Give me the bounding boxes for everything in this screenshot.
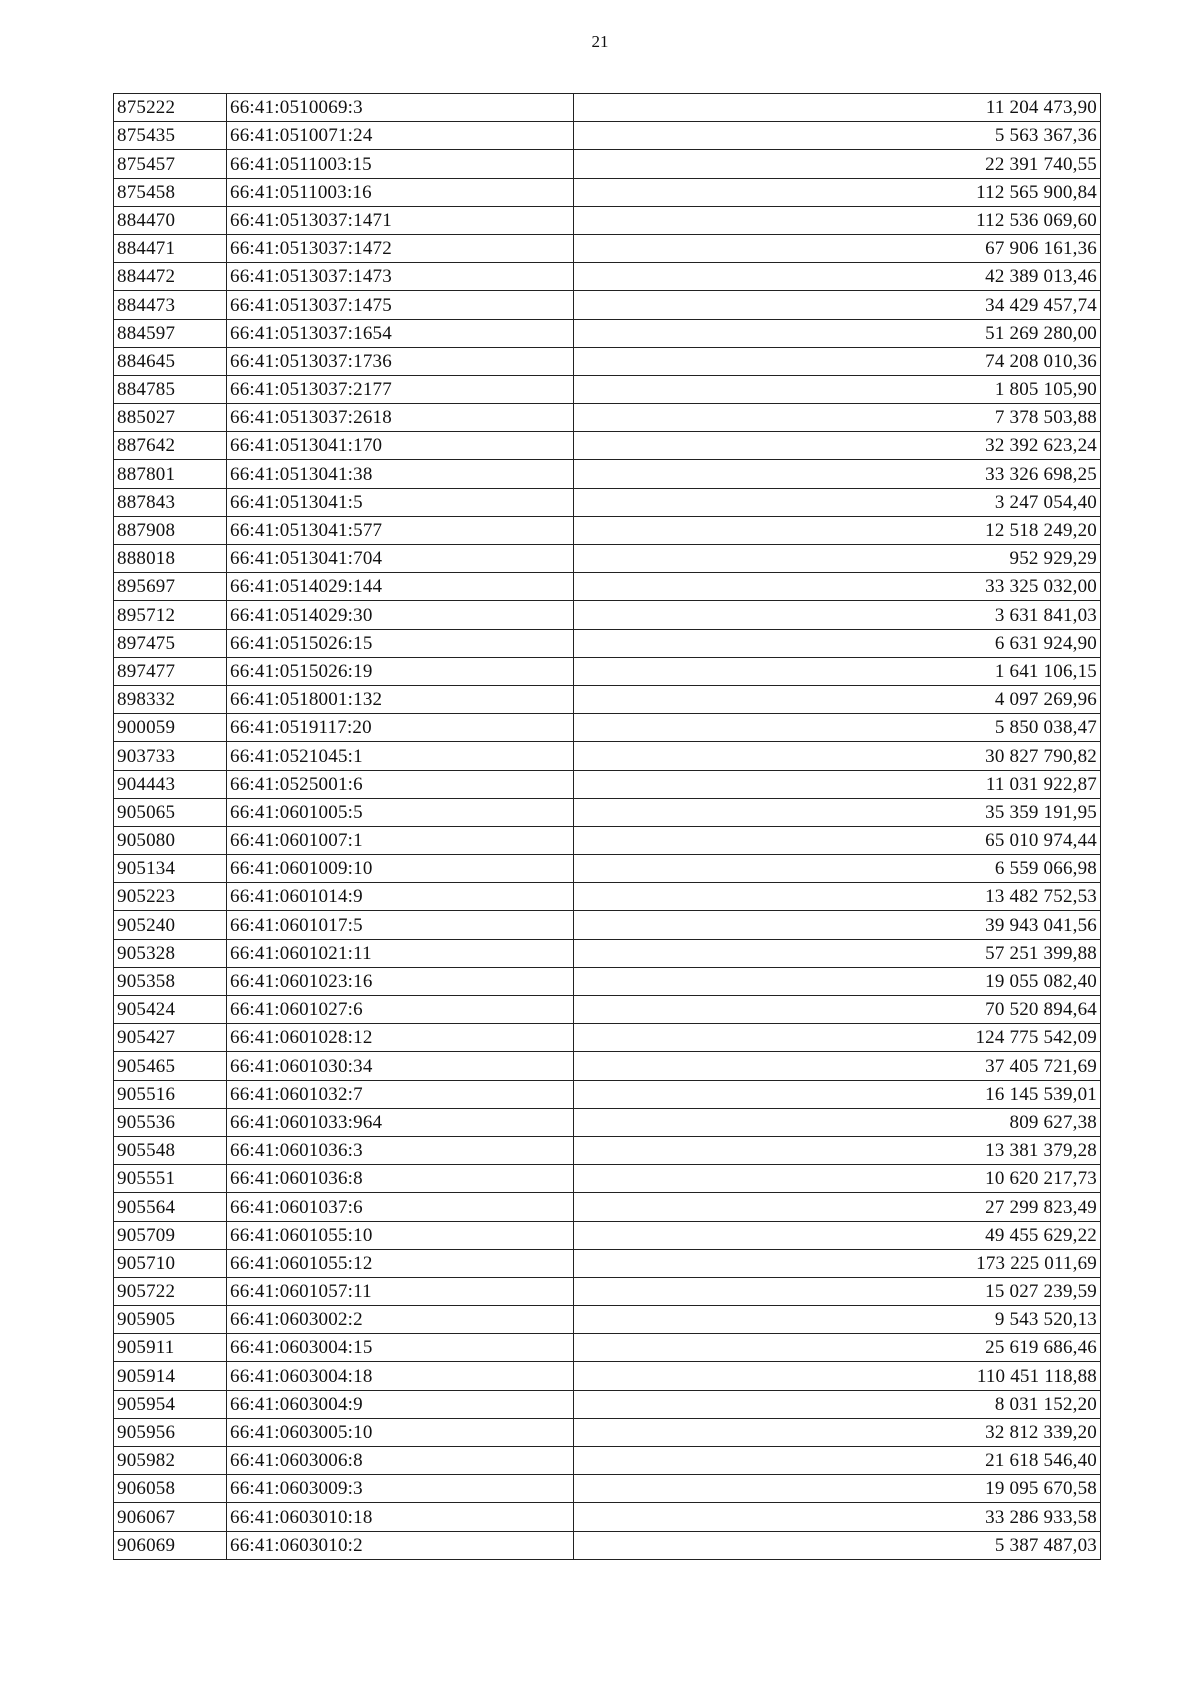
row-id-cell: 900059 bbox=[114, 714, 227, 742]
cadastral-value-cell: 74 208 010,36 bbox=[574, 347, 1101, 375]
table-row bbox=[114, 1052, 1101, 1080]
cadastral-number-cell: 66:41:0513037:1736 bbox=[227, 347, 574, 375]
table-row bbox=[114, 263, 1101, 291]
page-number: 21 bbox=[591, 32, 609, 51]
row-id-cell: 905956 bbox=[114, 1418, 227, 1446]
cadastral-number-cell: 66:41:0513037:2618 bbox=[227, 404, 574, 432]
row-id-cell: 897475 bbox=[114, 629, 227, 657]
table-row bbox=[114, 996, 1101, 1024]
table-row bbox=[114, 939, 1101, 967]
cadastral-value-cell: 57 251 399,88 bbox=[574, 939, 1101, 967]
table-row bbox=[114, 488, 1101, 516]
row-id-cell: 906058 bbox=[114, 1475, 227, 1503]
row-id-cell: 905080 bbox=[114, 826, 227, 854]
cadastral-value-cell: 112 536 069,60 bbox=[574, 206, 1101, 234]
row-id-cell: 905551 bbox=[114, 1165, 227, 1193]
table-row bbox=[114, 545, 1101, 573]
cadastral-number-cell: 66:41:0515026:15 bbox=[227, 629, 574, 657]
table-row bbox=[114, 911, 1101, 939]
cadastral-value-table bbox=[113, 93, 1101, 1560]
cadastral-value-cell: 67 906 161,36 bbox=[574, 234, 1101, 262]
cadastral-value-cell: 13 482 752,53 bbox=[574, 883, 1101, 911]
cadastral-number-cell: 66:41:0511003:16 bbox=[227, 178, 574, 206]
cadastral-number-cell: 66:41:0603005:10 bbox=[227, 1418, 574, 1446]
row-id-cell: 905914 bbox=[114, 1362, 227, 1390]
row-id-cell: 875435 bbox=[114, 122, 227, 150]
table-row bbox=[114, 432, 1101, 460]
cadastral-value-cell: 11 031 922,87 bbox=[574, 770, 1101, 798]
table-row bbox=[114, 1024, 1101, 1052]
cadastral-number-cell: 66:41:0513041:704 bbox=[227, 545, 574, 573]
cadastral-number-cell: 66:41:0601005:5 bbox=[227, 798, 574, 826]
cadastral-value-cell: 3 247 054,40 bbox=[574, 488, 1101, 516]
cadastral-value-cell: 70 520 894,64 bbox=[574, 996, 1101, 1024]
cadastral-value-cell: 16 145 539,01 bbox=[574, 1080, 1101, 1108]
table-row bbox=[114, 460, 1101, 488]
table-row bbox=[114, 1334, 1101, 1362]
table-row bbox=[114, 1165, 1101, 1193]
table-row bbox=[114, 150, 1101, 178]
cadastral-value-cell: 112 565 900,84 bbox=[574, 178, 1101, 206]
table-body bbox=[114, 94, 1101, 1560]
cadastral-number-cell: 66:41:0513037:2177 bbox=[227, 375, 574, 403]
row-id-cell: 905548 bbox=[114, 1136, 227, 1164]
cadastral-number-cell: 66:41:0513037:1472 bbox=[227, 234, 574, 262]
row-id-cell: 884470 bbox=[114, 206, 227, 234]
table-row bbox=[114, 1080, 1101, 1108]
row-id-cell: 905358 bbox=[114, 967, 227, 995]
cadastral-number-cell: 66:41:0513041:170 bbox=[227, 432, 574, 460]
row-id-cell: 875458 bbox=[114, 178, 227, 206]
cadastral-value-cell: 49 455 629,22 bbox=[574, 1221, 1101, 1249]
cadastral-value-cell: 21 618 546,40 bbox=[574, 1447, 1101, 1475]
table-row bbox=[114, 1249, 1101, 1277]
row-id-cell: 905134 bbox=[114, 855, 227, 883]
row-id-cell: 905424 bbox=[114, 996, 227, 1024]
cadastral-value-cell: 8 031 152,20 bbox=[574, 1390, 1101, 1418]
table-row bbox=[114, 1306, 1101, 1334]
cadastral-value-cell: 1 805 105,90 bbox=[574, 375, 1101, 403]
row-id-cell: 905465 bbox=[114, 1052, 227, 1080]
cadastral-value-cell: 65 010 974,44 bbox=[574, 826, 1101, 854]
cadastral-value-cell: 51 269 280,00 bbox=[574, 319, 1101, 347]
cadastral-number-cell: 66:41:0603002:2 bbox=[227, 1306, 574, 1334]
cadastral-number-cell: 66:41:0601055:10 bbox=[227, 1221, 574, 1249]
cadastral-value-cell: 42 389 013,46 bbox=[574, 263, 1101, 291]
table-row bbox=[114, 826, 1101, 854]
row-id-cell: 887843 bbox=[114, 488, 227, 516]
cadastral-number-cell: 66:41:0521045:1 bbox=[227, 742, 574, 770]
row-id-cell: 905564 bbox=[114, 1193, 227, 1221]
cadastral-value-cell: 33 325 032,00 bbox=[574, 573, 1101, 601]
table-row bbox=[114, 1108, 1101, 1136]
row-id-cell: 887908 bbox=[114, 516, 227, 544]
cadastral-value-cell: 110 451 118,88 bbox=[574, 1362, 1101, 1390]
cadastral-number-cell: 66:41:0601057:11 bbox=[227, 1277, 574, 1305]
cadastral-number-cell: 66:41:0601014:9 bbox=[227, 883, 574, 911]
table-row bbox=[114, 1447, 1101, 1475]
cadastral-value-cell: 952 929,29 bbox=[574, 545, 1101, 573]
row-id-cell: 905240 bbox=[114, 911, 227, 939]
table-row bbox=[114, 770, 1101, 798]
cadastral-number-cell: 66:41:0601037:6 bbox=[227, 1193, 574, 1221]
table-row bbox=[114, 319, 1101, 347]
table-row bbox=[114, 573, 1101, 601]
table-row bbox=[114, 375, 1101, 403]
row-id-cell: 884645 bbox=[114, 347, 227, 375]
cadastral-value-cell: 33 286 933,58 bbox=[574, 1503, 1101, 1531]
cadastral-number-cell: 66:41:0511003:15 bbox=[227, 150, 574, 178]
cadastral-number-cell: 66:41:0601032:7 bbox=[227, 1080, 574, 1108]
cadastral-number-cell: 66:41:0513037:1471 bbox=[227, 206, 574, 234]
row-id-cell: 905427 bbox=[114, 1024, 227, 1052]
table-row bbox=[114, 657, 1101, 685]
cadastral-number-cell: 66:41:0513041:5 bbox=[227, 488, 574, 516]
row-id-cell: 905516 bbox=[114, 1080, 227, 1108]
cadastral-number-cell: 66:41:0513037:1473 bbox=[227, 263, 574, 291]
cadastral-number-cell: 66:41:0603010:2 bbox=[227, 1531, 574, 1559]
cadastral-value-cell: 9 543 520,13 bbox=[574, 1306, 1101, 1334]
cadastral-number-cell: 66:41:0603004:15 bbox=[227, 1334, 574, 1362]
cadastral-value-cell: 34 429 457,74 bbox=[574, 291, 1101, 319]
row-id-cell: 875457 bbox=[114, 150, 227, 178]
row-id-cell: 895712 bbox=[114, 601, 227, 629]
table-row bbox=[114, 347, 1101, 375]
cadastral-number-cell: 66:41:0601023:16 bbox=[227, 967, 574, 995]
cadastral-value-cell: 124 775 542,09 bbox=[574, 1024, 1101, 1052]
row-id-cell: 884471 bbox=[114, 234, 227, 262]
cadastral-value-cell: 5 850 038,47 bbox=[574, 714, 1101, 742]
cadastral-value-cell: 37 405 721,69 bbox=[574, 1052, 1101, 1080]
cadastral-number-cell: 66:41:0601033:964 bbox=[227, 1108, 574, 1136]
row-id-cell: 884597 bbox=[114, 319, 227, 347]
cadastral-number-cell: 66:41:0601009:10 bbox=[227, 855, 574, 883]
cadastral-value-cell: 6 631 924,90 bbox=[574, 629, 1101, 657]
cadastral-number-cell: 66:41:0601036:3 bbox=[227, 1136, 574, 1164]
table-row bbox=[114, 1418, 1101, 1446]
row-id-cell: 905328 bbox=[114, 939, 227, 967]
table-row bbox=[114, 1503, 1101, 1531]
cadastral-value-cell: 15 027 239,59 bbox=[574, 1277, 1101, 1305]
table-row bbox=[114, 629, 1101, 657]
row-id-cell: 905709 bbox=[114, 1221, 227, 1249]
table-row bbox=[114, 1136, 1101, 1164]
row-id-cell: 905722 bbox=[114, 1277, 227, 1305]
cadastral-value-cell: 19 055 082,40 bbox=[574, 967, 1101, 995]
table-row bbox=[114, 94, 1101, 122]
table-row bbox=[114, 1362, 1101, 1390]
cadastral-number-cell: 66:41:0514029:144 bbox=[227, 573, 574, 601]
table-row bbox=[114, 685, 1101, 713]
cadastral-number-cell: 66:41:0601036:8 bbox=[227, 1165, 574, 1193]
table-row bbox=[114, 178, 1101, 206]
row-id-cell: 904443 bbox=[114, 770, 227, 798]
cadastral-value-cell: 33 326 698,25 bbox=[574, 460, 1101, 488]
cadastral-number-cell: 66:41:0513037:1654 bbox=[227, 319, 574, 347]
cadastral-value-cell: 12 518 249,20 bbox=[574, 516, 1101, 544]
cadastral-value-cell: 7 378 503,88 bbox=[574, 404, 1101, 432]
row-id-cell: 895697 bbox=[114, 573, 227, 601]
row-id-cell: 905982 bbox=[114, 1447, 227, 1475]
cadastral-value-cell: 13 381 379,28 bbox=[574, 1136, 1101, 1164]
table-row bbox=[114, 122, 1101, 150]
table-row bbox=[114, 1531, 1101, 1559]
cadastral-number-cell: 66:41:0603004:18 bbox=[227, 1362, 574, 1390]
row-id-cell: 888018 bbox=[114, 545, 227, 573]
cadastral-number-cell: 66:41:0601017:5 bbox=[227, 911, 574, 939]
cadastral-value-cell: 19 095 670,58 bbox=[574, 1475, 1101, 1503]
row-id-cell: 906069 bbox=[114, 1531, 227, 1559]
cadastral-value-cell: 32 392 623,24 bbox=[574, 432, 1101, 460]
table-row bbox=[114, 1277, 1101, 1305]
table-row bbox=[114, 1390, 1101, 1418]
row-id-cell: 905223 bbox=[114, 883, 227, 911]
cadastral-number-cell: 66:41:0601055:12 bbox=[227, 1249, 574, 1277]
cadastral-number-cell: 66:41:0603009:3 bbox=[227, 1475, 574, 1503]
cadastral-number-cell: 66:41:0601030:34 bbox=[227, 1052, 574, 1080]
row-id-cell: 887801 bbox=[114, 460, 227, 488]
cadastral-value-cell: 3 631 841,03 bbox=[574, 601, 1101, 629]
row-id-cell: 884785 bbox=[114, 375, 227, 403]
row-id-cell: 875222 bbox=[114, 94, 227, 122]
table-row bbox=[114, 883, 1101, 911]
row-id-cell: 906067 bbox=[114, 1503, 227, 1531]
table-row bbox=[114, 234, 1101, 262]
table-row bbox=[114, 714, 1101, 742]
row-id-cell: 884472 bbox=[114, 263, 227, 291]
cadastral-number-cell: 66:41:0601007:1 bbox=[227, 826, 574, 854]
cadastral-value-cell: 10 620 217,73 bbox=[574, 1165, 1101, 1193]
cadastral-number-cell: 66:41:0513041:38 bbox=[227, 460, 574, 488]
cadastral-value-cell: 5 563 367,36 bbox=[574, 122, 1101, 150]
row-id-cell: 905710 bbox=[114, 1249, 227, 1277]
row-id-cell: 905065 bbox=[114, 798, 227, 826]
cadastral-value-cell: 25 619 686,46 bbox=[574, 1334, 1101, 1362]
row-id-cell: 897477 bbox=[114, 657, 227, 685]
cadastral-number-cell: 66:41:0510071:24 bbox=[227, 122, 574, 150]
table-row bbox=[114, 516, 1101, 544]
row-id-cell: 905905 bbox=[114, 1306, 227, 1334]
cadastral-value-cell: 35 359 191,95 bbox=[574, 798, 1101, 826]
row-id-cell: 884473 bbox=[114, 291, 227, 319]
table-row bbox=[114, 206, 1101, 234]
cadastral-value-cell: 1 641 106,15 bbox=[574, 657, 1101, 685]
cadastral-value-cell: 32 812 339,20 bbox=[574, 1418, 1101, 1446]
table-row bbox=[114, 967, 1101, 995]
table-row bbox=[114, 855, 1101, 883]
row-id-cell: 898332 bbox=[114, 685, 227, 713]
cadastral-value-cell: 27 299 823,49 bbox=[574, 1193, 1101, 1221]
table-row bbox=[114, 742, 1101, 770]
cadastral-value-cell: 809 627,38 bbox=[574, 1108, 1101, 1136]
cadastral-value-cell: 4 097 269,96 bbox=[574, 685, 1101, 713]
row-id-cell: 885027 bbox=[114, 404, 227, 432]
cadastral-number-cell: 66:41:0601027:6 bbox=[227, 996, 574, 1024]
cadastral-number-cell: 66:41:0515026:19 bbox=[227, 657, 574, 685]
table-row bbox=[114, 1193, 1101, 1221]
table-row bbox=[114, 601, 1101, 629]
row-id-cell: 903733 bbox=[114, 742, 227, 770]
table-row bbox=[114, 1221, 1101, 1249]
cadastral-value-cell: 11 204 473,90 bbox=[574, 94, 1101, 122]
row-id-cell: 905954 bbox=[114, 1390, 227, 1418]
cadastral-number-cell: 66:41:0603006:8 bbox=[227, 1447, 574, 1475]
cadastral-number-cell: 66:41:0513037:1475 bbox=[227, 291, 574, 319]
cadastral-number-cell: 66:41:0601021:11 bbox=[227, 939, 574, 967]
cadastral-number-cell: 66:41:0525001:6 bbox=[227, 770, 574, 798]
cadastral-value-cell: 30 827 790,82 bbox=[574, 742, 1101, 770]
cadastral-value-cell: 173 225 011,69 bbox=[574, 1249, 1101, 1277]
table-row bbox=[114, 404, 1101, 432]
row-id-cell: 905536 bbox=[114, 1108, 227, 1136]
cadastral-number-cell: 66:41:0514029:30 bbox=[227, 601, 574, 629]
row-id-cell: 887642 bbox=[114, 432, 227, 460]
cadastral-value-cell: 5 387 487,03 bbox=[574, 1531, 1101, 1559]
cadastral-value-cell: 39 943 041,56 bbox=[574, 911, 1101, 939]
cadastral-number-cell: 66:41:0603010:18 bbox=[227, 1503, 574, 1531]
cadastral-value-cell: 22 391 740,55 bbox=[574, 150, 1101, 178]
cadastral-number-cell: 66:41:0603004:9 bbox=[227, 1390, 574, 1418]
cadastral-number-cell: 66:41:0519117:20 bbox=[227, 714, 574, 742]
cadastral-number-cell: 66:41:0601028:12 bbox=[227, 1024, 574, 1052]
table-row bbox=[114, 291, 1101, 319]
cadastral-value-cell: 6 559 066,98 bbox=[574, 855, 1101, 883]
table-row bbox=[114, 1475, 1101, 1503]
table-row bbox=[114, 798, 1101, 826]
row-id-cell: 905911 bbox=[114, 1334, 227, 1362]
cadastral-number-cell: 66:41:0518001:132 bbox=[227, 685, 574, 713]
cadastral-number-cell: 66:41:0510069:3 bbox=[227, 94, 574, 122]
cadastral-number-cell: 66:41:0513041:577 bbox=[227, 516, 574, 544]
